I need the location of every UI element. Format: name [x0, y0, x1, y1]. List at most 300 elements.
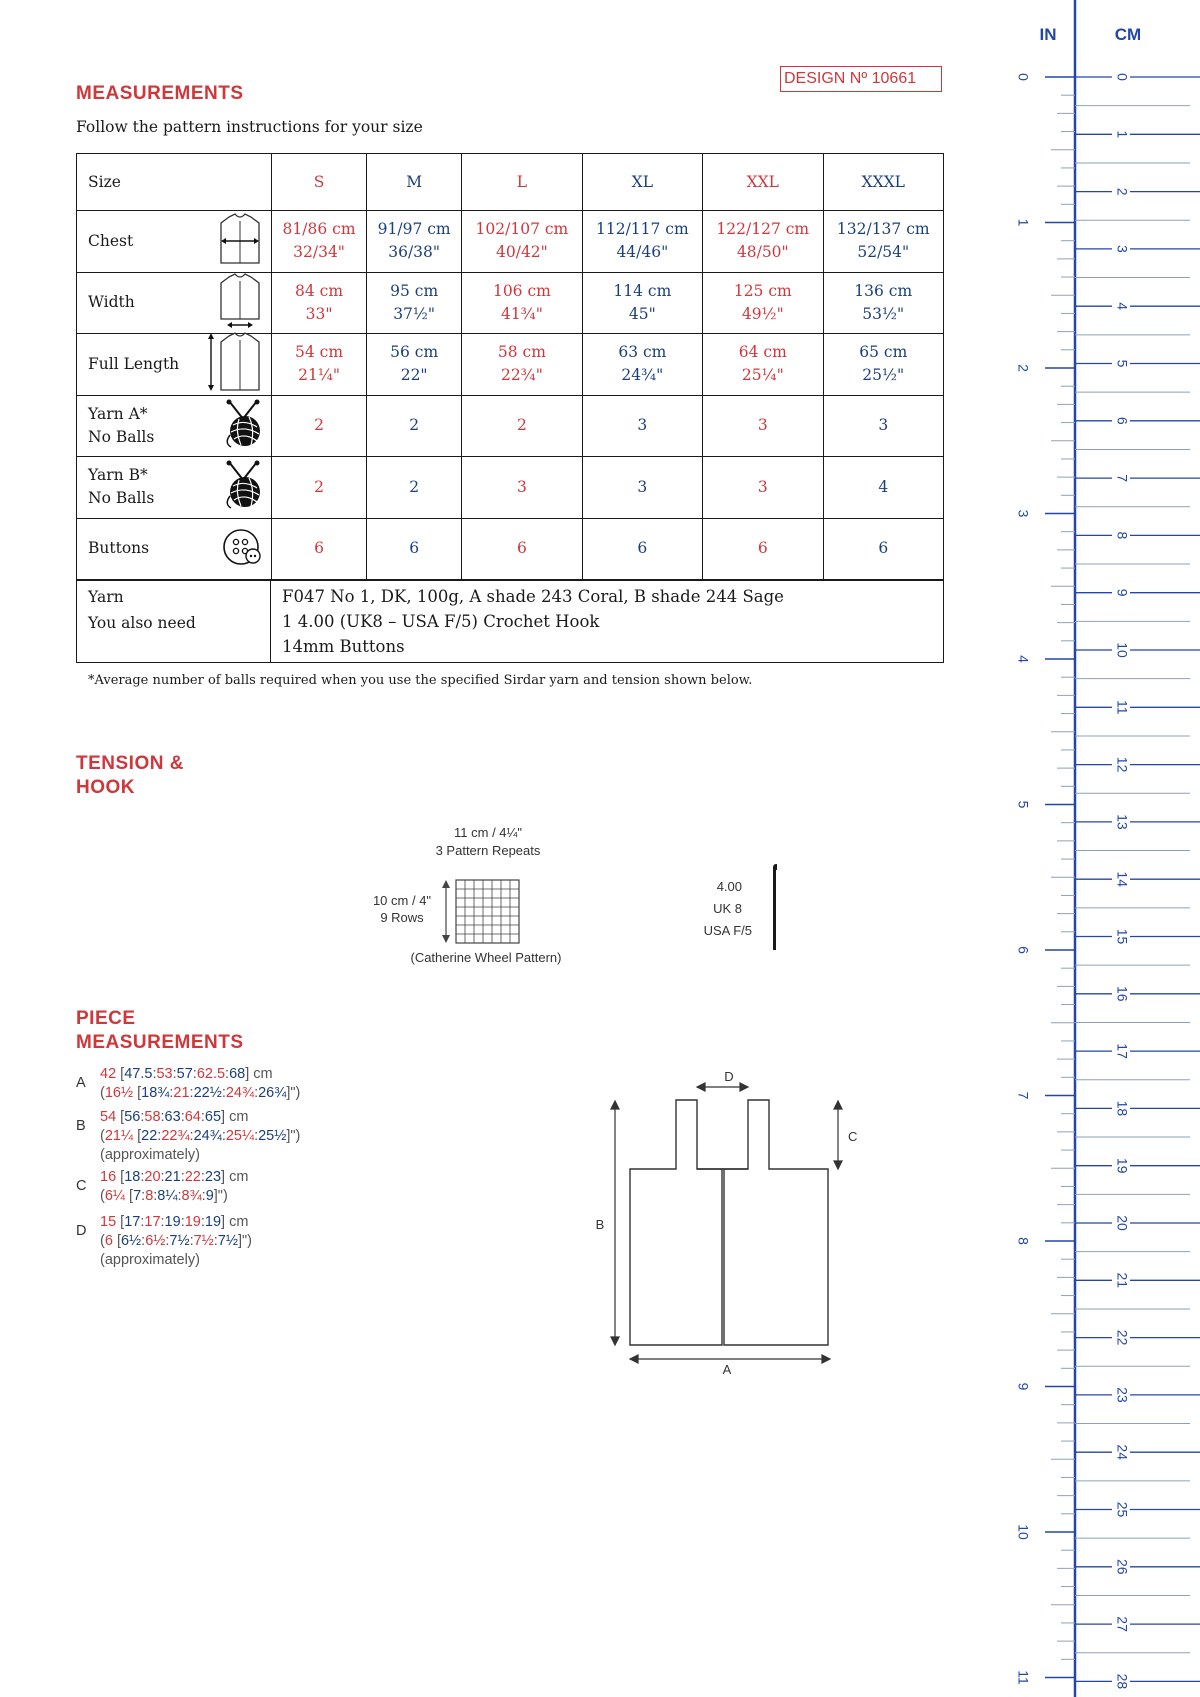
- cm-number: 8: [1114, 531, 1131, 540]
- cell-value: 3: [637, 416, 648, 435]
- table-cell: [823, 457, 944, 519]
- piece-value: ] cm: [221, 1169, 249, 1185]
- cell-value: 6: [757, 539, 768, 558]
- piece-value: 7½: [217, 1233, 238, 1249]
- piece-heading: PIECE MEASUREMENTS: [76, 1008, 244, 1053]
- tension-grid: [456, 880, 519, 943]
- inch-number: 7: [1015, 1091, 1032, 1100]
- table-cell: [272, 457, 367, 519]
- cell-value: 114 cm: [613, 281, 672, 300]
- piece-value: 22: [141, 1128, 158, 1144]
- cm-number: 25: [1114, 1501, 1131, 1518]
- inch-number: 8: [1015, 1237, 1032, 1245]
- size-header: S: [272, 154, 367, 211]
- piece-letter: D: [76, 1223, 87, 1239]
- table-row: [77, 272, 944, 334]
- row-label-cell: [77, 272, 272, 334]
- piece-value: :: [254, 1085, 259, 1101]
- cm-number: 12: [1114, 756, 1131, 773]
- row-label-cell: [77, 334, 272, 396]
- piece-line: [100, 1168, 248, 1187]
- piece-letter: A: [76, 1075, 86, 1091]
- piece-value: :: [200, 1169, 205, 1185]
- cm-number: 3: [1114, 245, 1131, 253]
- cell-value: 106 cm: [492, 281, 551, 300]
- row-label: No Balls: [88, 427, 155, 446]
- cm-number: 1: [1114, 130, 1131, 139]
- piece-value: 7½: [193, 1233, 214, 1249]
- piece-value: [: [133, 1085, 142, 1101]
- table-cell: [367, 518, 462, 580]
- table-row: [77, 395, 944, 457]
- piece-value: 18: [124, 1169, 141, 1185]
- piece-value: 18¾: [141, 1085, 170, 1101]
- cell-value: 6: [637, 539, 648, 558]
- inch-number: 1: [1015, 218, 1032, 227]
- cell-value: 49½": [741, 304, 784, 323]
- cm-number: 10: [1114, 642, 1131, 658]
- tension-rows-label: 9 Rows: [380, 910, 424, 925]
- piece-value: 47.5: [124, 1066, 153, 1082]
- piece-value: [: [116, 1169, 125, 1185]
- table-cell: [823, 334, 944, 396]
- table-cell: [367, 272, 462, 334]
- cell-value: 53½": [862, 304, 905, 323]
- piece-value: [: [133, 1128, 142, 1144]
- size-label-cell: [77, 154, 272, 211]
- piece-line: [100, 1187, 248, 1206]
- cell-value: 58 cm: [497, 343, 546, 362]
- table-cell: [582, 518, 702, 580]
- row-label: Chest: [88, 231, 134, 250]
- cell-value: 3: [637, 477, 648, 496]
- piece-value: 21¼: [104, 1128, 134, 1144]
- table-cell: [823, 211, 944, 273]
- footnote: *Average number of balls required when you use the specified Sirdar yarn and tension shown below.: [88, 673, 753, 688]
- piece-value: :: [221, 1128, 226, 1144]
- yarn-label: Yarn: [88, 588, 124, 606]
- table-cell: [582, 334, 702, 396]
- garment-outline: [630, 1100, 828, 1345]
- cell-value: 56 cm: [390, 343, 439, 362]
- row-label: Full Length: [88, 354, 180, 373]
- piece-value: 6¼: [104, 1188, 126, 1204]
- cell-value: 32/34": [293, 243, 345, 262]
- piece-value: (: [100, 1233, 105, 1249]
- piece-value: ] cm: [245, 1066, 273, 1082]
- piece-value: :: [172, 1066, 177, 1082]
- piece-value: (: [100, 1128, 105, 1144]
- piece-value: :: [160, 1169, 165, 1185]
- label-a: A: [722, 1362, 732, 1375]
- piece-value: 25½: [258, 1128, 287, 1144]
- piece-value: :: [152, 1066, 157, 1082]
- cell-value: 41¾": [500, 304, 543, 323]
- table-cell: [703, 334, 823, 396]
- piece-value: 24¾: [225, 1085, 255, 1101]
- cm-number: 4: [1114, 302, 1131, 311]
- size-header: M: [367, 154, 462, 211]
- piece-line: [100, 1065, 300, 1084]
- table-cell: [272, 518, 367, 580]
- cell-value: 125 cm: [733, 281, 792, 300]
- piece-value: 19: [204, 1214, 222, 1230]
- tension-height-label: 10 cm / 4": [372, 893, 432, 908]
- tension-width-label: 11 cm / 4¼": [454, 825, 522, 840]
- row-label: No Balls: [88, 489, 155, 508]
- yarn-ball-icon: [221, 399, 265, 453]
- size-row: [77, 154, 944, 211]
- piece-value: 25¼: [225, 1128, 255, 1144]
- cell-value: 2: [409, 416, 420, 435]
- piece-line: [100, 1213, 252, 1232]
- piece-value: 24¾: [193, 1128, 222, 1144]
- piece-value: 8¾: [181, 1188, 202, 1204]
- cell-value: 6: [314, 539, 324, 558]
- piece-value: :: [177, 1188, 182, 1204]
- table-row: [77, 334, 944, 396]
- cm-number: 15: [1114, 928, 1131, 945]
- piece-value: :: [189, 1233, 194, 1249]
- piece-value: 42: [100, 1066, 117, 1082]
- cell-value: 2: [409, 477, 420, 496]
- table-cell: [367, 457, 462, 519]
- row-label-cell: [77, 457, 272, 519]
- table-row: [77, 211, 944, 273]
- inch-number: 3: [1015, 509, 1032, 518]
- inch-number: 0: [1015, 73, 1032, 81]
- yarn-info-table: [76, 580, 944, 663]
- piece-value: 8: [145, 1188, 154, 1204]
- cm-number: 28: [1114, 1673, 1131, 1690]
- table-cell: [462, 211, 582, 273]
- piece-value: :: [180, 1214, 185, 1230]
- cell-value: 6: [516, 539, 527, 558]
- tension-diagram: [360, 820, 810, 970]
- cell-value: 24¾": [621, 366, 664, 385]
- cell-value: 81/86 cm: [282, 220, 356, 239]
- piece-value: :: [169, 1085, 174, 1101]
- piece-value: [: [125, 1188, 134, 1204]
- piece-value: :: [189, 1085, 194, 1101]
- yarn-ball-icon: [221, 460, 265, 514]
- ruler-ticks: [1015, 66, 1200, 1692]
- cm-number: 7: [1114, 474, 1131, 482]
- cm-number: 2: [1114, 187, 1131, 196]
- table-cell: [462, 334, 582, 396]
- piece-value: 62.5: [196, 1066, 226, 1082]
- piece-value: [: [112, 1233, 121, 1249]
- size-header: XXL: [703, 154, 823, 211]
- piece-value: :: [140, 1169, 145, 1185]
- cell-value: 2: [516, 416, 527, 435]
- piece-value: 21: [173, 1085, 190, 1101]
- hook-line: 1 4.00 (UK8 – USA F/5) Crochet Hook: [282, 612, 600, 631]
- cell-value: 40/42": [496, 243, 548, 262]
- cm-number: 27: [1114, 1616, 1131, 1632]
- table-cell: [272, 395, 367, 457]
- row-label: Width: [88, 293, 135, 312]
- table-cell: [582, 457, 702, 519]
- piece-value: (: [100, 1188, 105, 1204]
- piece-value: ]"): [213, 1188, 228, 1204]
- cell-value: 65 cm: [859, 343, 908, 362]
- cell-value: 64 cm: [738, 343, 787, 362]
- table-cell: [703, 272, 823, 334]
- piece-line: [100, 1251, 252, 1270]
- table-cell: [462, 272, 582, 334]
- cell-value: 2: [314, 477, 324, 496]
- piece-value: :: [141, 1233, 146, 1249]
- table-cell: [367, 211, 462, 273]
- piece-value: 16½: [104, 1085, 134, 1101]
- piece-value: ]"): [237, 1233, 252, 1249]
- cell-value: 84 cm: [295, 281, 344, 300]
- row-label-cell: [77, 518, 272, 580]
- piece-value: :: [165, 1233, 170, 1249]
- piece-value: :: [141, 1188, 146, 1204]
- piece-value: :: [200, 1214, 205, 1230]
- cm-number: 26: [1114, 1559, 1131, 1575]
- table-cell: [272, 211, 367, 273]
- arrow-c: [834, 1101, 842, 1169]
- row-label: Buttons: [88, 539, 150, 558]
- cm-number: 18: [1114, 1100, 1131, 1117]
- cm-number: 17: [1114, 1043, 1131, 1059]
- cell-value: 22": [400, 366, 428, 385]
- yarn-line: F047 No 1, DK, 100g, A shade 243 Coral, B shade 244 Sage: [282, 587, 784, 606]
- piece-value: 64: [184, 1109, 201, 1125]
- table-cell: [582, 395, 702, 457]
- size-label: Size: [88, 172, 121, 191]
- piece-value: :: [160, 1109, 165, 1125]
- table-cell: [703, 518, 823, 580]
- cell-value: 3: [516, 477, 527, 496]
- inch-number: 5: [1015, 800, 1032, 809]
- cm-number: 23: [1114, 1387, 1131, 1403]
- cell-value: 22¾": [500, 366, 543, 385]
- cell-value: 6: [878, 539, 889, 558]
- piece-value: ]"): [286, 1085, 301, 1101]
- piece-value: 53: [156, 1066, 173, 1082]
- measurements-heading: MEASUREMENTS: [76, 83, 244, 104]
- table-cell: [703, 395, 823, 457]
- button-icon: [221, 527, 265, 571]
- label-c: C: [848, 1129, 858, 1144]
- design-number: DESIGN Nº 10661: [780, 66, 942, 92]
- piece-value: 15: [100, 1214, 117, 1230]
- row-label: Yarn B*: [88, 466, 148, 485]
- piece-value: ] cm: [221, 1109, 249, 1125]
- inch-number: 4: [1015, 655, 1032, 663]
- measurements-table: [76, 153, 944, 580]
- table-cell: [462, 457, 582, 519]
- yarn-labels: [77, 581, 271, 663]
- piece-value: 54: [100, 1109, 117, 1125]
- piece-letter: C: [76, 1178, 87, 1194]
- size-header: XXXL: [823, 154, 944, 211]
- piece-value: [: [116, 1066, 125, 1082]
- cell-value: 136 cm: [854, 281, 913, 300]
- piece-value: 17: [124, 1214, 141, 1230]
- piece-value: :: [140, 1109, 145, 1125]
- piece-value: 19: [184, 1214, 201, 1230]
- piece-value: :: [192, 1066, 197, 1082]
- cell-value: 25¼": [741, 366, 784, 385]
- table-cell: [582, 272, 702, 334]
- piece-value: (: [100, 1085, 105, 1101]
- table-cell: [823, 272, 944, 334]
- piece-value: 16: [100, 1169, 117, 1185]
- cm-number: 5: [1114, 359, 1131, 368]
- piece-value: :: [213, 1233, 218, 1249]
- piece-value: 22½: [193, 1085, 222, 1101]
- piece-value: 17: [144, 1214, 161, 1230]
- piece-value: :: [221, 1085, 226, 1101]
- row-label-cell: [77, 395, 272, 457]
- hook-size-label: 4.00: [716, 879, 742, 894]
- piece-value: 21: [164, 1169, 181, 1185]
- ruler-in-label: IN: [1039, 25, 1057, 44]
- tension-height-arrow: [442, 880, 450, 943]
- piece-value: 6½: [120, 1233, 142, 1249]
- inch-number: 2: [1015, 364, 1032, 372]
- piece-line: [100, 1108, 300, 1127]
- piece-value: :: [189, 1128, 194, 1144]
- yarn-values: [271, 581, 944, 663]
- ruler: [1000, 0, 1200, 1697]
- piece-value: 6: [104, 1233, 113, 1249]
- piece-value: [: [116, 1109, 125, 1125]
- table-cell: [703, 457, 823, 519]
- cm-number: 11: [1114, 700, 1131, 715]
- cell-value: 54 cm: [295, 343, 344, 362]
- cm-number: 21: [1114, 1272, 1131, 1289]
- table-row: [77, 457, 944, 519]
- piece-value: :: [180, 1169, 185, 1185]
- piece-value: 7: [133, 1188, 142, 1204]
- inch-number: 10: [1015, 1524, 1032, 1540]
- cell-value: 95 cm: [390, 281, 439, 300]
- arrow-d: [697, 1083, 748, 1091]
- cell-value: 6: [409, 539, 420, 558]
- piece-line: [100, 1084, 300, 1103]
- hook-usa-label: USA F/5: [703, 923, 752, 938]
- cm-number: 20: [1114, 1215, 1131, 1231]
- piece-line: [100, 1127, 300, 1146]
- cell-value: 4: [878, 477, 889, 496]
- table-cell: [462, 518, 582, 580]
- table-cell: [367, 395, 462, 457]
- label-d: D: [724, 1069, 734, 1084]
- table-cell: [272, 272, 367, 334]
- arrow-b: [611, 1101, 619, 1345]
- piece-value: 7½: [169, 1233, 190, 1249]
- full-length-icon: [203, 332, 265, 396]
- cell-value: 112/117 cm: [595, 220, 689, 239]
- piece-value: 65: [204, 1109, 222, 1125]
- table-cell: [582, 211, 702, 273]
- width-icon: [215, 273, 265, 333]
- inch-number: 6: [1015, 946, 1032, 954]
- piece-value: 68: [229, 1066, 246, 1082]
- cell-value: 2: [314, 416, 324, 435]
- cell-value: 63 cm: [618, 343, 667, 362]
- piece-value: 57: [176, 1066, 193, 1082]
- piece-value: ]"): [286, 1128, 301, 1144]
- piece-value: 8¼: [157, 1188, 178, 1204]
- piece-value: 20: [144, 1169, 161, 1185]
- cell-value: 52/54": [857, 243, 910, 262]
- tension-repeats-label: 3 Pattern Repeats: [435, 843, 541, 858]
- piece-line: [100, 1232, 252, 1251]
- cell-value: 3: [757, 416, 768, 435]
- label-b: B: [595, 1217, 605, 1232]
- cm-number: 14: [1114, 871, 1131, 887]
- inch-number: 11: [1015, 1670, 1032, 1685]
- piece-value: :: [140, 1214, 145, 1230]
- piece-value: :: [254, 1128, 259, 1144]
- piece-value: 58: [144, 1109, 161, 1125]
- piece-value: :: [225, 1066, 230, 1082]
- cell-value: 36/38": [388, 243, 441, 262]
- row-label-cell: [77, 211, 272, 273]
- piece-value: :: [201, 1188, 206, 1204]
- table-cell: [462, 395, 582, 457]
- cm-number: 9: [1114, 588, 1131, 597]
- size-header: XL: [582, 154, 702, 211]
- piece-value: :: [180, 1109, 185, 1125]
- piece-value: :: [153, 1188, 158, 1204]
- cell-value: 91/97 cm: [377, 220, 451, 239]
- table-cell: [823, 518, 944, 580]
- row-label: Yarn A*: [88, 404, 148, 423]
- cm-number: 22: [1114, 1329, 1131, 1346]
- piece-value: 56: [124, 1109, 141, 1125]
- inch-number: 9: [1015, 1382, 1032, 1391]
- piece-value: 9: [205, 1188, 214, 1204]
- piece-value: 26¾: [258, 1085, 287, 1101]
- cm-number: 24: [1114, 1444, 1131, 1460]
- piece-diagram: [590, 1065, 860, 1375]
- piece-letter: B: [76, 1118, 86, 1134]
- cell-value: 102/107 cm: [475, 220, 569, 239]
- piece-value: [: [116, 1214, 125, 1230]
- piece-value: ] cm: [221, 1214, 249, 1230]
- cell-value: 132/137 cm: [836, 220, 930, 239]
- piece-line: [100, 1146, 300, 1165]
- cm-number: 0: [1114, 73, 1131, 81]
- piece-value: :: [200, 1109, 205, 1125]
- piece-value: (approximately): [100, 1147, 200, 1163]
- cell-value: 25½": [862, 366, 905, 385]
- tension-heading: TENSION & HOOK: [76, 753, 184, 798]
- cell-value: 122/127 cm: [716, 220, 810, 239]
- piece-value: 22¾: [161, 1128, 190, 1144]
- cell-value: 3: [878, 416, 889, 435]
- subtitle: Follow the pattern instructions for your size: [76, 118, 423, 136]
- piece-value: :: [160, 1214, 165, 1230]
- piece-value: 22: [184, 1169, 201, 1185]
- cell-value: 37½": [393, 304, 436, 323]
- piece-value: 23: [204, 1169, 222, 1185]
- piece-value: 19: [164, 1214, 181, 1230]
- table-cell: [703, 211, 823, 273]
- also-need-label: You also need: [88, 614, 196, 632]
- table-row: [77, 518, 944, 580]
- hook-uk-label: UK 8: [713, 901, 742, 916]
- cell-value: 48/50": [736, 243, 789, 262]
